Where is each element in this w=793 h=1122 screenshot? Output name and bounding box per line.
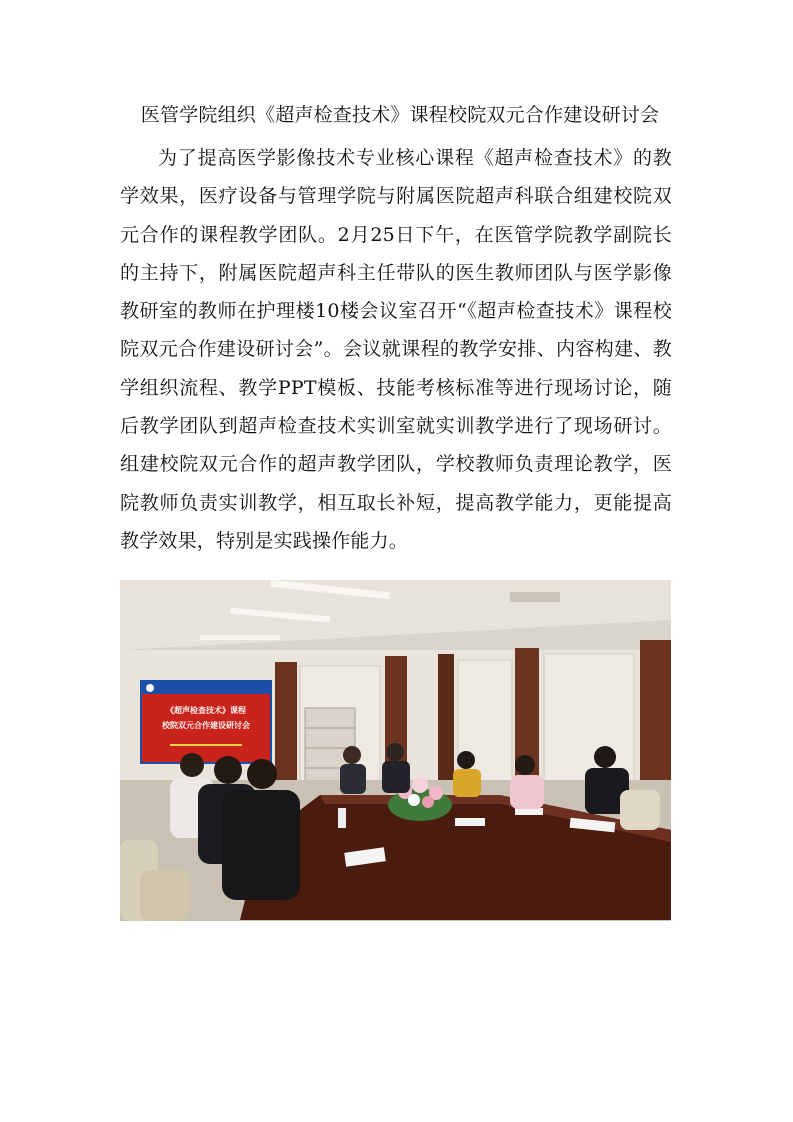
water-bottle	[338, 808, 346, 828]
paper	[455, 818, 485, 826]
article-title: 医管学院组织《超声检查技术》课程校院双元合作建设研讨会	[140, 104, 660, 126]
paper	[515, 808, 543, 815]
ceiling-light	[200, 635, 280, 640]
meeting-photo	[120, 580, 671, 921]
air-vent	[510, 592, 560, 602]
chair	[140, 870, 190, 921]
meeting-photo-illustration	[120, 580, 671, 921]
article-paragraph: 为了提高医学影像技术专业核心课程《超声检查技术》的教学效果，医疗设备与管理学院与附属医院超声科联合组建校院双元合作的课程教学团队。2月25日下午，在医管学院教学副院长的主持下，附属医院超声科主任带队的医生教师团队与医学影像教研室的教师在护理楼10楼会议室召开“《超声检查技术》课程校院双元合作建设研讨会”。会议就课程的教学安排、内容构建、教学组织流程、教学PPT模板、技能考核标准等进行现场讨论，随后教学团队到超声检查技术实训室就实训教学进行了现场研讨。组建校院双元合作的超声教学团队，学校教师负责理论教学，医院教师负责实训教学，相互取长补短，提高教学能力，更能提高教学效果，特别是实践操作能力。	[120, 147, 672, 552]
wood-pillar	[275, 662, 297, 792]
screen-title-line2: 校院双元合作建设研讨会	[162, 721, 250, 730]
wood-pillar	[438, 654, 454, 794]
wood-pillar	[640, 640, 671, 800]
screen-title-line1: 《超声检查技术》课程	[166, 706, 246, 715]
chair	[620, 790, 660, 830]
